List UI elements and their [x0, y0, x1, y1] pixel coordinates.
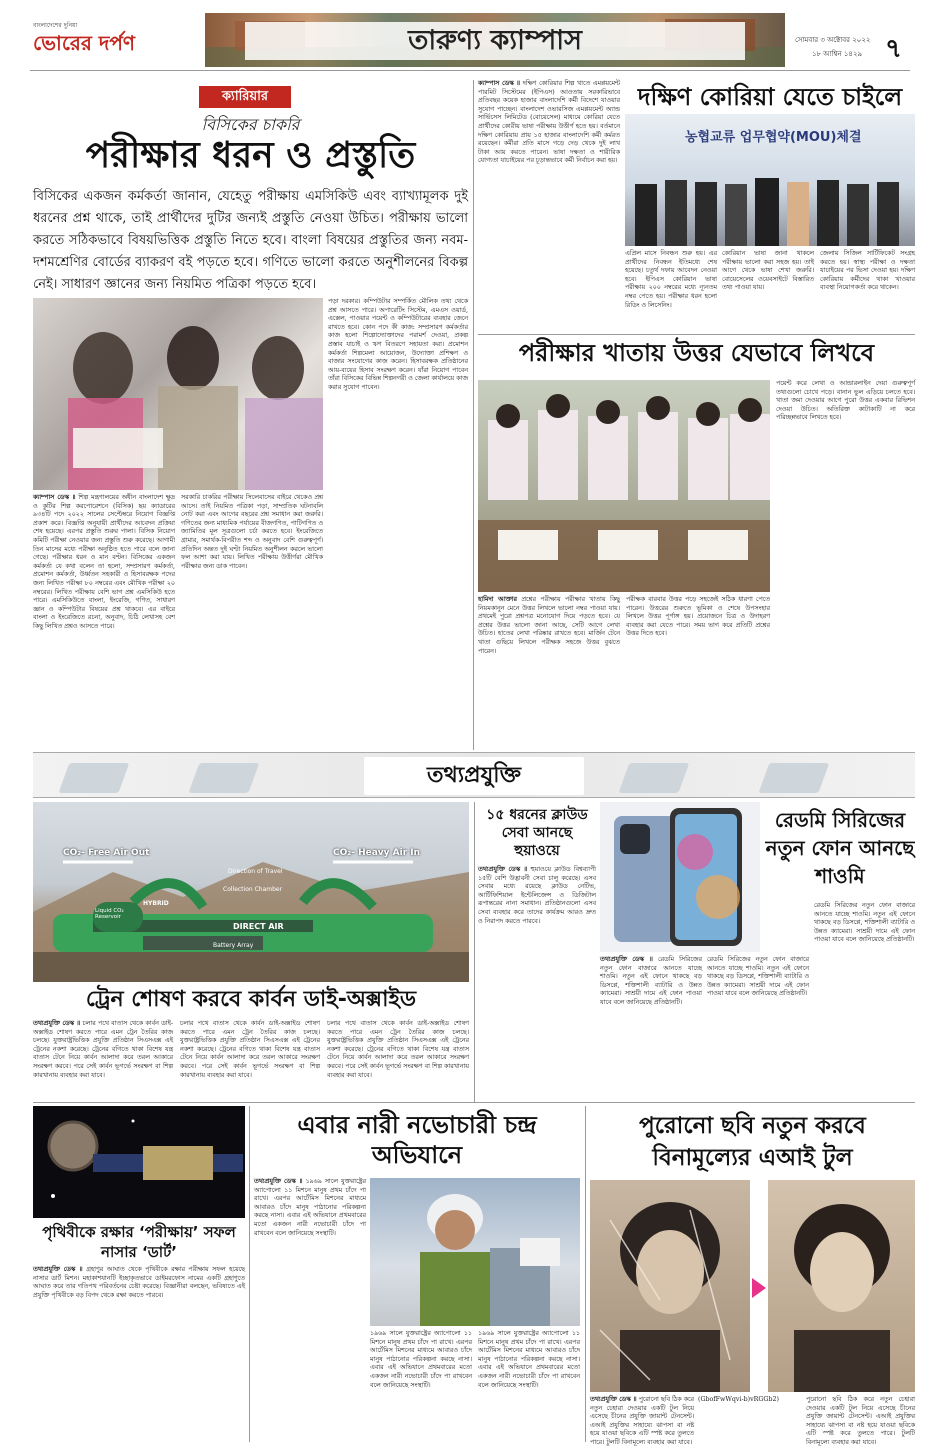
vertical-divider-mid-1 [474, 802, 475, 1102]
korea-body-right: জেলায় সিজিল সার্টিফিকেট সংগ্রহ করতে হয়। স্বাস্থ্য পরীক্ষা ও দক্ষতা যাচাইয়ের পর ভিসা দেওয়া হয়। দক্ষিণ কোরিয়ায় কর্মীদের থাকা খাওয়ার ব্যবস্থা নিয়োগকর্তা করে থাকেন। [820, 250, 915, 292]
redmi-phones-illustration [600, 802, 760, 952]
tech-section-title: তথ্যপ্রযুক্তি [364, 757, 584, 795]
redmi-body-b: রেডমি সিরিজের নতুন ফোন বাজারে আনতে যাচ্ছে শাওমি। নতুন এই ফোনে থাকছে বড় ডিসপ্লে, শক্তিশালী ব্যাটারি ও উন্নত ক্যামেরা। সাশ্রয়ী দামে এই ফোন পাওয়া যাবে বলে জানিয়েছে প্রতিষ্ঠানটি। [707, 956, 809, 998]
tech-section-banner [33, 752, 915, 798]
exam-headline: পরীক্ষার খাতায় উত্তর যেভাবে লিখবে [518, 339, 875, 367]
ai-body-b: পুরোনো ছবি ঠিক করে নতুন চেহারা দেওয়ার একটি টুল নিয়ে এসেছে চীনের প্রযুক্তি জায়ান্ট টেনসেন্ট। এআই প্রযুক্তির সাহায্যে ঝাপসা বা নষ্ট হয়ে যাওয়া ছবিকে এটি স্পষ্ট করে তুলতে পারে। টুলটি বিনামূল্যে ব্যবহার করা যাবে। [806, 1396, 915, 1446]
masthead-logo: ভোরের দর্পণ [33, 31, 135, 55]
moon-column-2 [370, 1330, 472, 1442]
restored-portrait-after [768, 1180, 915, 1392]
old-photo-before [590, 1180, 750, 1392]
train-label-battery: Battery Array [213, 942, 254, 949]
moon-headline: এবার নারী নভোচারী চন্দ্র অভিযানে [297, 1111, 537, 1169]
korea-column-4 [820, 250, 915, 330]
carbon-train-illustration [33, 802, 469, 982]
train-column-2 [180, 1020, 320, 1096]
exam-column-1 [478, 596, 620, 744]
students-reading-illustration [33, 298, 323, 490]
page-number: ৭ [885, 34, 902, 64]
redmi-column-3 [814, 902, 915, 1096]
ai-column-1 [590, 1396, 694, 1446]
korea-body-left: এপ্রিল মাসে নিবন্ধন শুরু হয়। এর প্রার্থীদের নিবন্ধন ইতিমধ্যে শেষ হয়েছে। চতুর্থ দফায় আবেদন নেওয়া হবে। ইপিএস কোরিয়ান ভাষা পরীক্ষায় ২০০ নম্বরের মধ্যে ন্যূনতম নম্বর পেতে হয়। পরীক্ষার ধরন হলো রিডিং ও লিসেনিং। [625, 250, 717, 309]
ai-headline: পুরোনো ছবি নতুন করবে বিনামূল্যের এআই টুল [639, 1113, 866, 1171]
exam-byline: হামিদা আক্তার [478, 596, 517, 603]
exam-body-left: প্রশ্নের পরীক্ষায় পরীক্ষার খাতায় কিছু নিয়মকানুন মেনে উত্তর লিখলে ভালো নম্বর পাওয়া যায়। প্রথমেই পুরো প্রশ্নপত্র মনোযোগ দিয়ে পড়তে হবে। যে প্রশ্নের উত্তর ভালো জানা আছে, সেটি আগে লেখা উচিত। হাতের লেখা পরিষ্কার রাখতে হবে। মার্জিন টেনে খাতা গুছিয়ে লিখলে পরীক্ষক সহজে উত্তর বুঝতে পারেন। [478, 596, 620, 655]
nasa-headline: পৃথিবীকে রক্ষার ‘পরীক্ষায়’ সফল নাসার ‘ডার্ট’ [42, 1223, 236, 1261]
career-byline: ক্যাম্পাস ডেস্ক ॥ [33, 494, 76, 501]
korea-column-1 [478, 80, 620, 330]
cloud-column [478, 866, 596, 1098]
redmi-byline: তথ্যপ্রযুক্তি ডেস্ক ॥ [600, 956, 653, 963]
ai-byline: তথ্যপ্রযুক্তি ডেস্ক ॥ [590, 1396, 637, 1403]
masthead-section-title: তারুণ্য ক্যাম্পাস [245, 22, 745, 60]
nasa-body: গ্রহাণুর আঘাত থেকে পৃথিবীকে রক্ষার পরীক্ষায় সফল হয়েছে নাসার ডার্ট মিশন। মহাকাশযানটি ইচ্ছাকৃতভাবে ডাইমরফোস নামের একটি গ্রহাণুতে আঘাত করে তার গতিপথ পরিবর্তনের চেষ্টা করেছে। বিজ্ঞানীরা বলছেন, ভবিষ্যতে এই প্রযুক্তি পৃথিবীকে বড় বিপদ থেকে রক্ষা করতে পারবে। [33, 1266, 245, 1299]
korea-body-mid: কোরিয়ান ভাষা জানা থাকলে পরীক্ষায় ভালো করা সহজ হয়। তাই আগে থেকে ভাষা শেখা জরুরি। বোয়েসেলের ওয়েবসাইটে বিস্তারিত তথ্য পাওয়া যায়। [722, 250, 814, 292]
exam-body-right: পয়েন্ট করে লেখা ও আন্ডারলাইন দেয়া গুরুত্বপূর্ণ তথ্যগুলো চোখে পড়ে। বানান ভুল এড়িয়ে চলতে হবে। খাতা জমা দেওয়ার আগে পুরো উত্তর একবার রিভিশন দেওয়া উচিত। অতিরিক্ত কাটাকাটি না করে পরিচ্ছন্নভাবে লিখতে হবে। [776, 380, 915, 422]
moon-column-1 [254, 1178, 366, 1442]
career-body-1: শিল্প মন্ত্রণালয়ের অধীন বাংলাদেশ ক্ষুদ্র ও কুটির শিল্প করপোরেশনে (বিসিক) ছয় ক্যাডারের ৯৩৪টি পদে ২০২২ সালের সেপ্টেম্বরে নিয়োগ বিজ্ঞপ্তি প্রকাশ করে। বিজ্ঞপ্তি অনুযায়ী প্রার্থীদের আবেদন প্রক্রিয়া শেষ হয়েছে। এরপর প্রস্তুতি শুরুর পালা। বিসিক নিয়োগ কমিটি পরীক্ষা নেওয়ার জন্য প্রস্তুতি শুরু করেছে। আগামী তিন মাসের মধ্যে পরীক্ষা অনুষ্ঠিত হতে পারে বলে জানা গেছে। পরীক্ষার ধরন ও মান বণ্টন। বিসিকের একজন কর্মকর্তা যে কথা বলেন তা হলো, সম্প্রসারণ কর্মকর্তা, প্রমোশন কর্মকর্তা, উর্ধ্বতন সহকারী ও হিসাবরক্ষক পদের জন্য লিখিত পরীক্ষা ৮০ নম্বরের এবং মৌখিক পরীক্ষা ২০ নম্বরের। লিখিত পরীক্ষায় বেশি ভাগ প্রশ্ন এমসিকিউ হতে পারে। এমসিকিউতে বাংলা, ইংরেজি, গণিত, সাধারণ জ্ঞান ও কম্পিউটার বিষয়ের প্রশ্ন থাকবে। এর বাইরে বাংলা ও ইংরেজিতে রচনা, অনুবাদ, চিঠি লেখাসহ বেশ কিছু লিখিত প্রশ্নও আসতে পারে। [33, 494, 175, 630]
redmi-column-2 [707, 956, 809, 1096]
career-students-photo [33, 298, 323, 490]
restored-portrait-before [590, 1180, 750, 1392]
masthead [0, 0, 945, 72]
dart-spacecraft-illustration [33, 1106, 245, 1218]
korea-column-2 [625, 250, 717, 330]
ai-column-2 [698, 1396, 802, 1442]
career-body-3: সরকারি চাকরির পরীক্ষায় সিলেবাসের বাইরে থেকেও প্রশ্ন আসে। তাই নিয়মিত পত্রিকা পড়া, সাম্প্রতিক ঘটনাবলি নোট করা এবং আগের বছরের প্রশ্ন সমাধান করা জরুরি। গণিতের জন্য মাধ্যমিক পর্যায়ের বীজগণিত, পাটিগণিত ও জ্যামিতির মূল সূত্রগুলো চর্চা করতে হবে। ইংরেজিতে গ্রামার, সমার্থক-বিপরীত শব্দ ও অনুবাদ বেশি গুরুত্বপূর্ণ। প্রতিদিন অন্তত দুই ঘণ্টা নিয়মিত অনুশীলন করলে ভালো ফল আশা করা যায়। লিখিত পরীক্ষায় উত্তীর্ণরা মৌখিক পরীক্ষার জন্য ডাক পাবেন। [181, 494, 323, 570]
career-kicker: ক্যারিয়ার [199, 86, 291, 108]
masthead-date-2: ১৮ আশ্বিন ১৪২৯ [812, 50, 863, 58]
train-label-hybrid: HYBRID [143, 900, 169, 907]
masthead-logo-small: বাংলাদেশের দুনিয়া [33, 22, 78, 29]
train-column-3 [327, 1020, 469, 1096]
exam-top-divider [478, 334, 915, 335]
career-headline: পরীক্ষার ধরন ও প্রস্তুতি [85, 135, 416, 176]
korea-mou-photo [625, 114, 915, 246]
ai-body: পুরোনো ছবি ঠিক করে নতুন চেহারা দেওয়ার একটি টুল নিয়ে এসেছে চীনের প্রযুক্তি জায়ান্ট টেনসেন্ট। এআই প্রযুক্তির সাহায্যে ঝাপসা বা নষ্ট হয়ে যাওয়া ছবিকে এটি স্পষ্ট করে তুলতে পারে। টুলটি বিনামূল্যে ব্যবহার করা যাবে। [590, 1396, 694, 1446]
career-subhead: বিসিকের চাকরি [201, 115, 300, 134]
exam-hall-photo [478, 380, 770, 592]
ai-column-3 [806, 1396, 915, 1446]
nasa-column [33, 1266, 245, 1442]
nasa-byline: তথ্যপ্রযুক্তি ডেস্ক ॥ [33, 1266, 83, 1273]
masthead-date-1: সোমবার ৩ অক্টোবর ২০২২ [795, 36, 871, 44]
redmi-headline: রেডমি সিরিজের নতুন ফোন আনছে শাওমি [765, 808, 915, 888]
redmi-phone-photo [600, 802, 760, 952]
moon-column-3 [478, 1330, 580, 1442]
astronaut-photo [370, 1178, 580, 1326]
redmi-body-c: রেডমি সিরিজের নতুন ফোন বাজারে আনতে যাচ্ছে শাওমি। নতুন এই ফোনে থাকছে বড় ডিসপ্লে, শক্তিশালী ব্যাটারি ও উন্নত ক্যামেরা। সাশ্রয়ী দামে এই ফোন পাওয়া যাবে বলে জানিয়েছে প্রতিষ্ঠানটি। [814, 902, 915, 944]
korea-byline: ক্যাম্পাস ডেস্ক ॥ [478, 80, 520, 87]
train-label-direction: Direction of Travel [228, 868, 283, 875]
train-headline: ট্রেন শোষণ করবে কার্বন ডাই-অক্সাইড [85, 987, 417, 1012]
train-body: চলার পথে বাতাস থেকে কার্বন ডাই-অক্সাইড শোষণ করতে পারে এমন ট্রেন তৈরির কাজ চলছে। যুক্তরাষ্ট্রভিত্তিক প্রযুক্তি প্রতিষ্ঠান সিএসএক্স এই ট্রেনের নকশা করেছে। ট্রেনের বগিতে থাকা বিশেষ যন্ত্র বাতাস টেনে নিয়ে কার্বন আলাদা করে তরল আকারে সংরক্ষণ করবে। পরে সেই কার্বন ভূগর্ভে সংরক্ষণ বা শিল্প কারখানায় ব্যবহার করা যাবে। [33, 1020, 173, 1079]
cloud-body: হুয়াওয়ে ক্লাউড বিশ্বব্যাপী ১৫টি বেশি উদ্ভাবনী সেবা চালু করেছে। এসব সেবার মধ্যে রয়েছে ক্লাউড নেটিভ, আর্টিফিশিয়াল ইন্টেলিজেন্স ও ডিজিটাল রূপান্তরের নানা সমাধান। প্রতিষ্ঠানগুলো এসব সেবা ব্যবহার করে তাদের কার্যক্রম আরও দ্রুত ও নিরাপদ করতে পারবে। [478, 866, 596, 925]
moon-body: ১৯৬৯ সালে যুক্তরাষ্ট্রের অ্যাপোলো ১১ মিশনে মানুষ প্রথম চাঁদে পা রাখে। এরপর আর্টেমিস মিশনের মাধ্যমে আবারও চাঁদে মানুষ পাঠানোর পরিকল্পনা করছে নাসা। এবার এই অভিযানে প্রথমবারের মতো একজন নারী নভোচারী চাঁদে পা রাখবেন বলে জানিয়েছে সংস্থাটি। [254, 1178, 366, 1237]
career-column-2 [181, 494, 323, 744]
career-lead: বিসিকের একজন কর্মকর্তা জানান, যেহেতু পরীক্ষায় এমসিকিউ এবং ব্যাখ্যামূলক দুই ধরনের প্রশ্ন থাকে, তাই প্রার্থীদের দুটির জন্যই প্রস্তুতি নেওয়া উচিত। পরীক্ষায় ভালো করতে সঠিকভাবে বিষয়ভিত্তিক প্রস্তুতি নিতে হবে। বাংলা বিষয়ের প্রস্তুতির জন্য নবম-দশমশ্রেণির বোর্ডের ব্যাকরণ বই পড়তে হবে। গণিতে ভালো করতে অনুশীলনের বিকল্প নেই। সাধারণ জ্ঞানের জন্য নিয়মিত পত্রিকা পড়তে হবে। [33, 189, 468, 292]
dart-asteroid-photo [33, 1106, 245, 1218]
train-label-reservoir: Liquid CO₂ Reservoir [95, 908, 124, 920]
train-label-in: CO₂- Heavy Air In [333, 848, 421, 858]
korea-column-3 [722, 250, 814, 330]
exam-column-right [776, 380, 915, 740]
korea-headline: দক্ষিণ কোরিয়া যেতে চাইলে [637, 83, 903, 111]
moon-body-b: ১৯৬৯ সালে যুক্তরাষ্ট্রের অ্যাপোলো ১১ মিশনে মানুষ প্রথম চাঁদে পা রাখে। এরপর আর্টেমিস মিশনের মাধ্যমে আবারও চাঁদে মানুষ পাঠানোর পরিকল্পনা করছে নাসা। এবার এই অভিযানে প্রথমবারের মতো একজন নারী নভোচারী চাঁদে পা রাখবেন বলে জানিয়েছে সংস্থাটি। [370, 1330, 472, 1389]
korea-body: দক্ষিণ কোরিয়ার শিল্প খাতে এমপ্লয়মেন্ট পারমিট সিস্টেমের (ইপিএস) আওতায় সরকারিভাবে প্রতিবছর কয়েক হাজার বাংলাদেশি কর্মী বিদেশে যাওয়ার সুযোগ পাচ্ছেন। বাংলাদেশ ওভারসিজ এমপ্লয়মেন্ট অ্যান্ড সার্ভিসেস লিমিটেড (বোয়েসেল) মাধ্যমে কোরিয়া যেতে প্রার্থীদের কোরীয় ভাষা পরীক্ষায় উত্তীর্ণ হতে হয়। বর্তমানে দক্ষিণ কোরিয়ায় প্রায় ১৫ হাজার বাংলাদেশি কর্মী কর্মরত রয়েছেন। কর্মীরা প্রতি মাসে গড়ে দেড় থেকে দুই লাখ টাকা আয় করতে পারেন। ভাষা দক্ষতা ও শারীরিক যোগ্যতা যাচাইয়ের পর চূড়ান্তভাবে কর্মী নির্বাচন করা হয়। [478, 80, 620, 165]
old-photo-after [768, 1180, 915, 1392]
exam-column-2 [626, 596, 770, 744]
career-column-3 [328, 298, 468, 744]
horizontal-divider-bottom [33, 1102, 915, 1103]
signing-ceremony-illustration [625, 164, 915, 246]
train-label-direct-air: DIRECT AIR [233, 922, 284, 931]
train-column-1 [33, 1020, 173, 1096]
cloud-byline: তথ্যপ্রযুক্তি ডেস্ক ॥ [478, 866, 528, 873]
vertical-divider-bottom-2 [585, 1106, 586, 1442]
before-after-arrow-icon [752, 1278, 766, 1298]
train-label-out: CO₂- Free Air Out [63, 848, 150, 858]
vertical-divider-top [473, 80, 474, 750]
train-body-c: চলার পথে বাতাস থেকে কার্বন ডাই-অক্সাইড শোষণ করতে পারে এমন ট্রেন তৈরির কাজ চলছে। যুক্তরাষ্ট্রভিত্তিক প্রযুক্তি প্রতিষ্ঠান সিএসএক্স এই ট্রেনের নকশা করেছে। ট্রেনের বগিতে থাকা বিশেষ যন্ত্র বাতাস টেনে নিয়ে কার্বন আলাদা করে তরল আকারে সংরক্ষণ করবে। পরে সেই কার্বন ভূগর্ভে সংরক্ষণ বা শিল্প কারখানায় ব্যবহার করা যাবে। [327, 1020, 469, 1079]
korea-banner-text: 농협교류 업무협약(MOU)체결 [685, 130, 862, 145]
redmi-body: রেডমি সিরিজের নতুন ফোন বাজারে আনতে যাচ্ছে শাওমি। নতুন এই ফোনে থাকছে বড় ডিসপ্লে, শক্তিশালী ব্যাটারি ও উন্নত ক্যামেরা। সাশ্রয়ী দামে এই ফোন পাওয়া যাবে বলে জানিয়েছে প্রতিষ্ঠানটি। [600, 956, 702, 1006]
cloud-headline: ১৫ ধরনের ক্লাউড সেবা আনছে হুয়াওয়ে [486, 807, 588, 859]
female-astronaut-illustration [370, 1178, 580, 1326]
vertical-divider-bottom-1 [249, 1106, 250, 1442]
moon-body-c: ১৯৬৯ সালে যুক্তরাষ্ট্রের অ্যাপোলো ১১ মিশনে মানুষ প্রথম চাঁদে পা রাখে। এরপর আর্টেমিস মিশনের মাধ্যমে আবারও চাঁদে মানুষ পাঠানোর পরিকল্পনা করছে নাসা। এবার এই অভিযানে প্রথমবারের মতো একজন নারী নভোচারী চাঁদে পা রাখবেন বলে জানিয়েছে সংস্থাটি। [478, 1330, 580, 1389]
train-label-chamber: Collection Chamber [223, 886, 283, 893]
career-column-1 [33, 494, 175, 744]
train-body-b: চলার পথে বাতাস থেকে কার্বন ডাই-অক্সাইড শোষণ করতে পারে এমন ট্রেন তৈরির কাজ চলছে। যুক্তরাষ্ট্রভিত্তিক প্রযুক্তি প্রতিষ্ঠান সিএসএক্স এই ট্রেনের নকশা করেছে। ট্রেনের বগিতে থাকা বিশেষ যন্ত্র বাতাস টেনে নিয়ে কার্বন আলাদা করে তরল আকারে সংরক্ষণ করবে। পরে সেই কার্বন ভূগর্ভে সংরক্ষণ বা শিল্প কারখানায় ব্যবহার করা যাবে। [180, 1020, 320, 1079]
ai-code: (GbofFwWqvi-b)vRGGb2) [698, 1396, 779, 1403]
students-in-exam-illustration [478, 380, 770, 592]
exam-body-mid: পরীক্ষক বারবার উত্তর পড়ে সহজেই সঠিক ধারণা পেতে পারেন। উত্তরের শুরুতে ভূমিকা ও শেষে উপসংহার লিখলে উত্তর পূর্ণাঙ্গ হয়। প্রয়োজনে চিত্র ও উদাহরণ ব্যবহার করা যেতে পারে। সময় ভাগ করে প্রতিটি প্রশ্নের উত্তর দিতে হবে। [626, 596, 770, 638]
career-body-2: পড়া দরকার। কম্পিউটার সম্পর্কিত মৌলিক তথ্য থেকে প্রশ্ন আসতে পারে। অপারেটিং সিস্টেম, এমএস ওয়ার্ড, এক্সেল, পাওয়ার পয়েন্ট ও কম্পিউটারের ব্যবহার জেনে রাখতে হবে। কোন পদে কী কাজ: সম্প্রসারণ কর্মকর্তার কাজ হলো শিল্পোদ্যোক্তাদের পরামর্শ দেওয়া, প্রকল্প প্রস্তাব যাচাই ও ঋণ বিতরণে সহায়তা করা। প্রমোশন কর্মকর্তা শিল্পমেলা আয়োজন, উদ্যোক্তা প্রশিক্ষণ ও বাজার সংযোগের কাজ করেন। হিসাবরক্ষক প্রতিষ্ঠানের আয়-ব্যয়ের হিসাব সংরক্ষণ করেন। যাঁরা নিয়োগ পাবেন তাঁরা বিসিকের বিভিন্ন শিল্পনগরী ও জেলা কার্যালয়ে কাজ করার সুযোগ পাবেন। [328, 298, 468, 391]
redmi-column-1 [600, 956, 702, 1096]
moon-byline: তথ্যপ্রযুক্তি ডেস্ক ॥ [254, 1178, 303, 1185]
train-byline: তথ্যপ্রযুক্তি ডেস্ক ॥ [33, 1020, 81, 1027]
masthead-divider [30, 70, 910, 71]
